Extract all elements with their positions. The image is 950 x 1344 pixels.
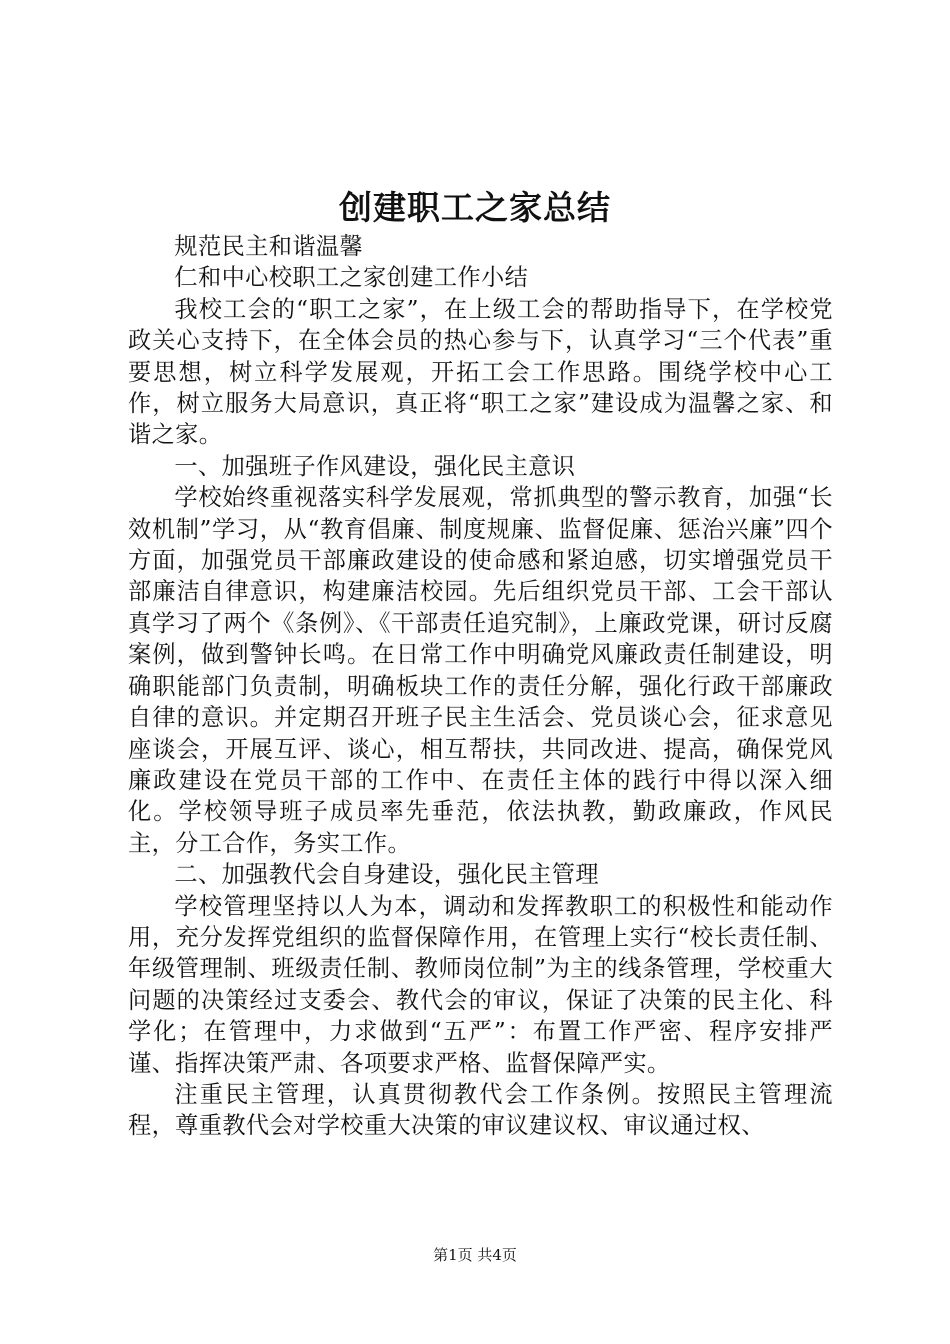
body-paragraph: 学校始终重视落实科学发展观，常抓典型的警示教育，加强“长效机制”学习，从“教育倡廉、制度规廉、监督促廉、惩治兴廉”四个方面，加强党员干部廉政建设的使命感和紧迫感，切实增强党员干部廉洁自律意识，构建廉洁校园。先后组织党员干部、工会干部认真学习了两个《条例》、《干部责任追究制》，上廉政党课，研讨反腐案例，做到警钟长鸣。在日常工作中明确党风廉政责任制建设，明确职能部门负责制，明确板块工作的责任分解，强化行政干部廉政自律的意识。并定期召开班子民主生活会、党员谈心会，征求意见座谈会，开展互评、谈心，相互帮扶，共同改进、提高，确保党风廉政建设在党员干部的工作中、在责任主体的践行中得以深入细化。学校领导班子成员率先垂范，依法执教，勤政廉政，作风民主，分工合作，务实工作。 <box>128 484 833 857</box>
body-paragraph: 我校工会的“职工之家”，在上级工会的帮助指导下，在学校党政关心支持下，在全体会员的热心参与下，认真学习“三个代表”重要思想，树立科学发展观，开拓工会工作思路。围绕学校中心工作，树立服务大局意识，真正将“职工之家”建设成为温馨之家、和谐之家。 <box>128 295 833 449</box>
document-body <box>128 231 833 1142</box>
section-heading: 一、加强班子作风建设，强化民主意识 <box>174 452 576 480</box>
subtitle-line: 仁和中心校职工之家创建工作小结 <box>174 264 529 292</box>
page-number-footer: 第1页 共4页 <box>433 1246 517 1264</box>
body-paragraph: 注重民主管理，认真贯彻教代会工作条例。按照民主管理流程，尊重教代会对学校重大决策的审议建议权、审议通过权、 <box>128 1080 833 1140</box>
section-heading: 二、加强教代会自身建设，强化民主管理 <box>174 861 599 889</box>
subtitle-line: 规范民主和谐温馨 <box>174 233 364 260</box>
document-title: 创建职工之家总结 <box>339 188 611 227</box>
body-paragraph: 学校管理坚持以人为本，调动和发挥教职工的积极性和能动作用，充分发挥党组织的监督保障作用，在管理上实行“校长责任制、年级管理制、班级责任制、教师岗位制”为主的线条管理，学校重大问题的决策经过支委会、教代会的审议，保证了决策的民主化、科学化；在管理中，力求做到“五严”：布置工作严密、程序安排严谨、指挥决策严肃、各项要求严格、监督保障严实。 <box>128 892 833 1077</box>
